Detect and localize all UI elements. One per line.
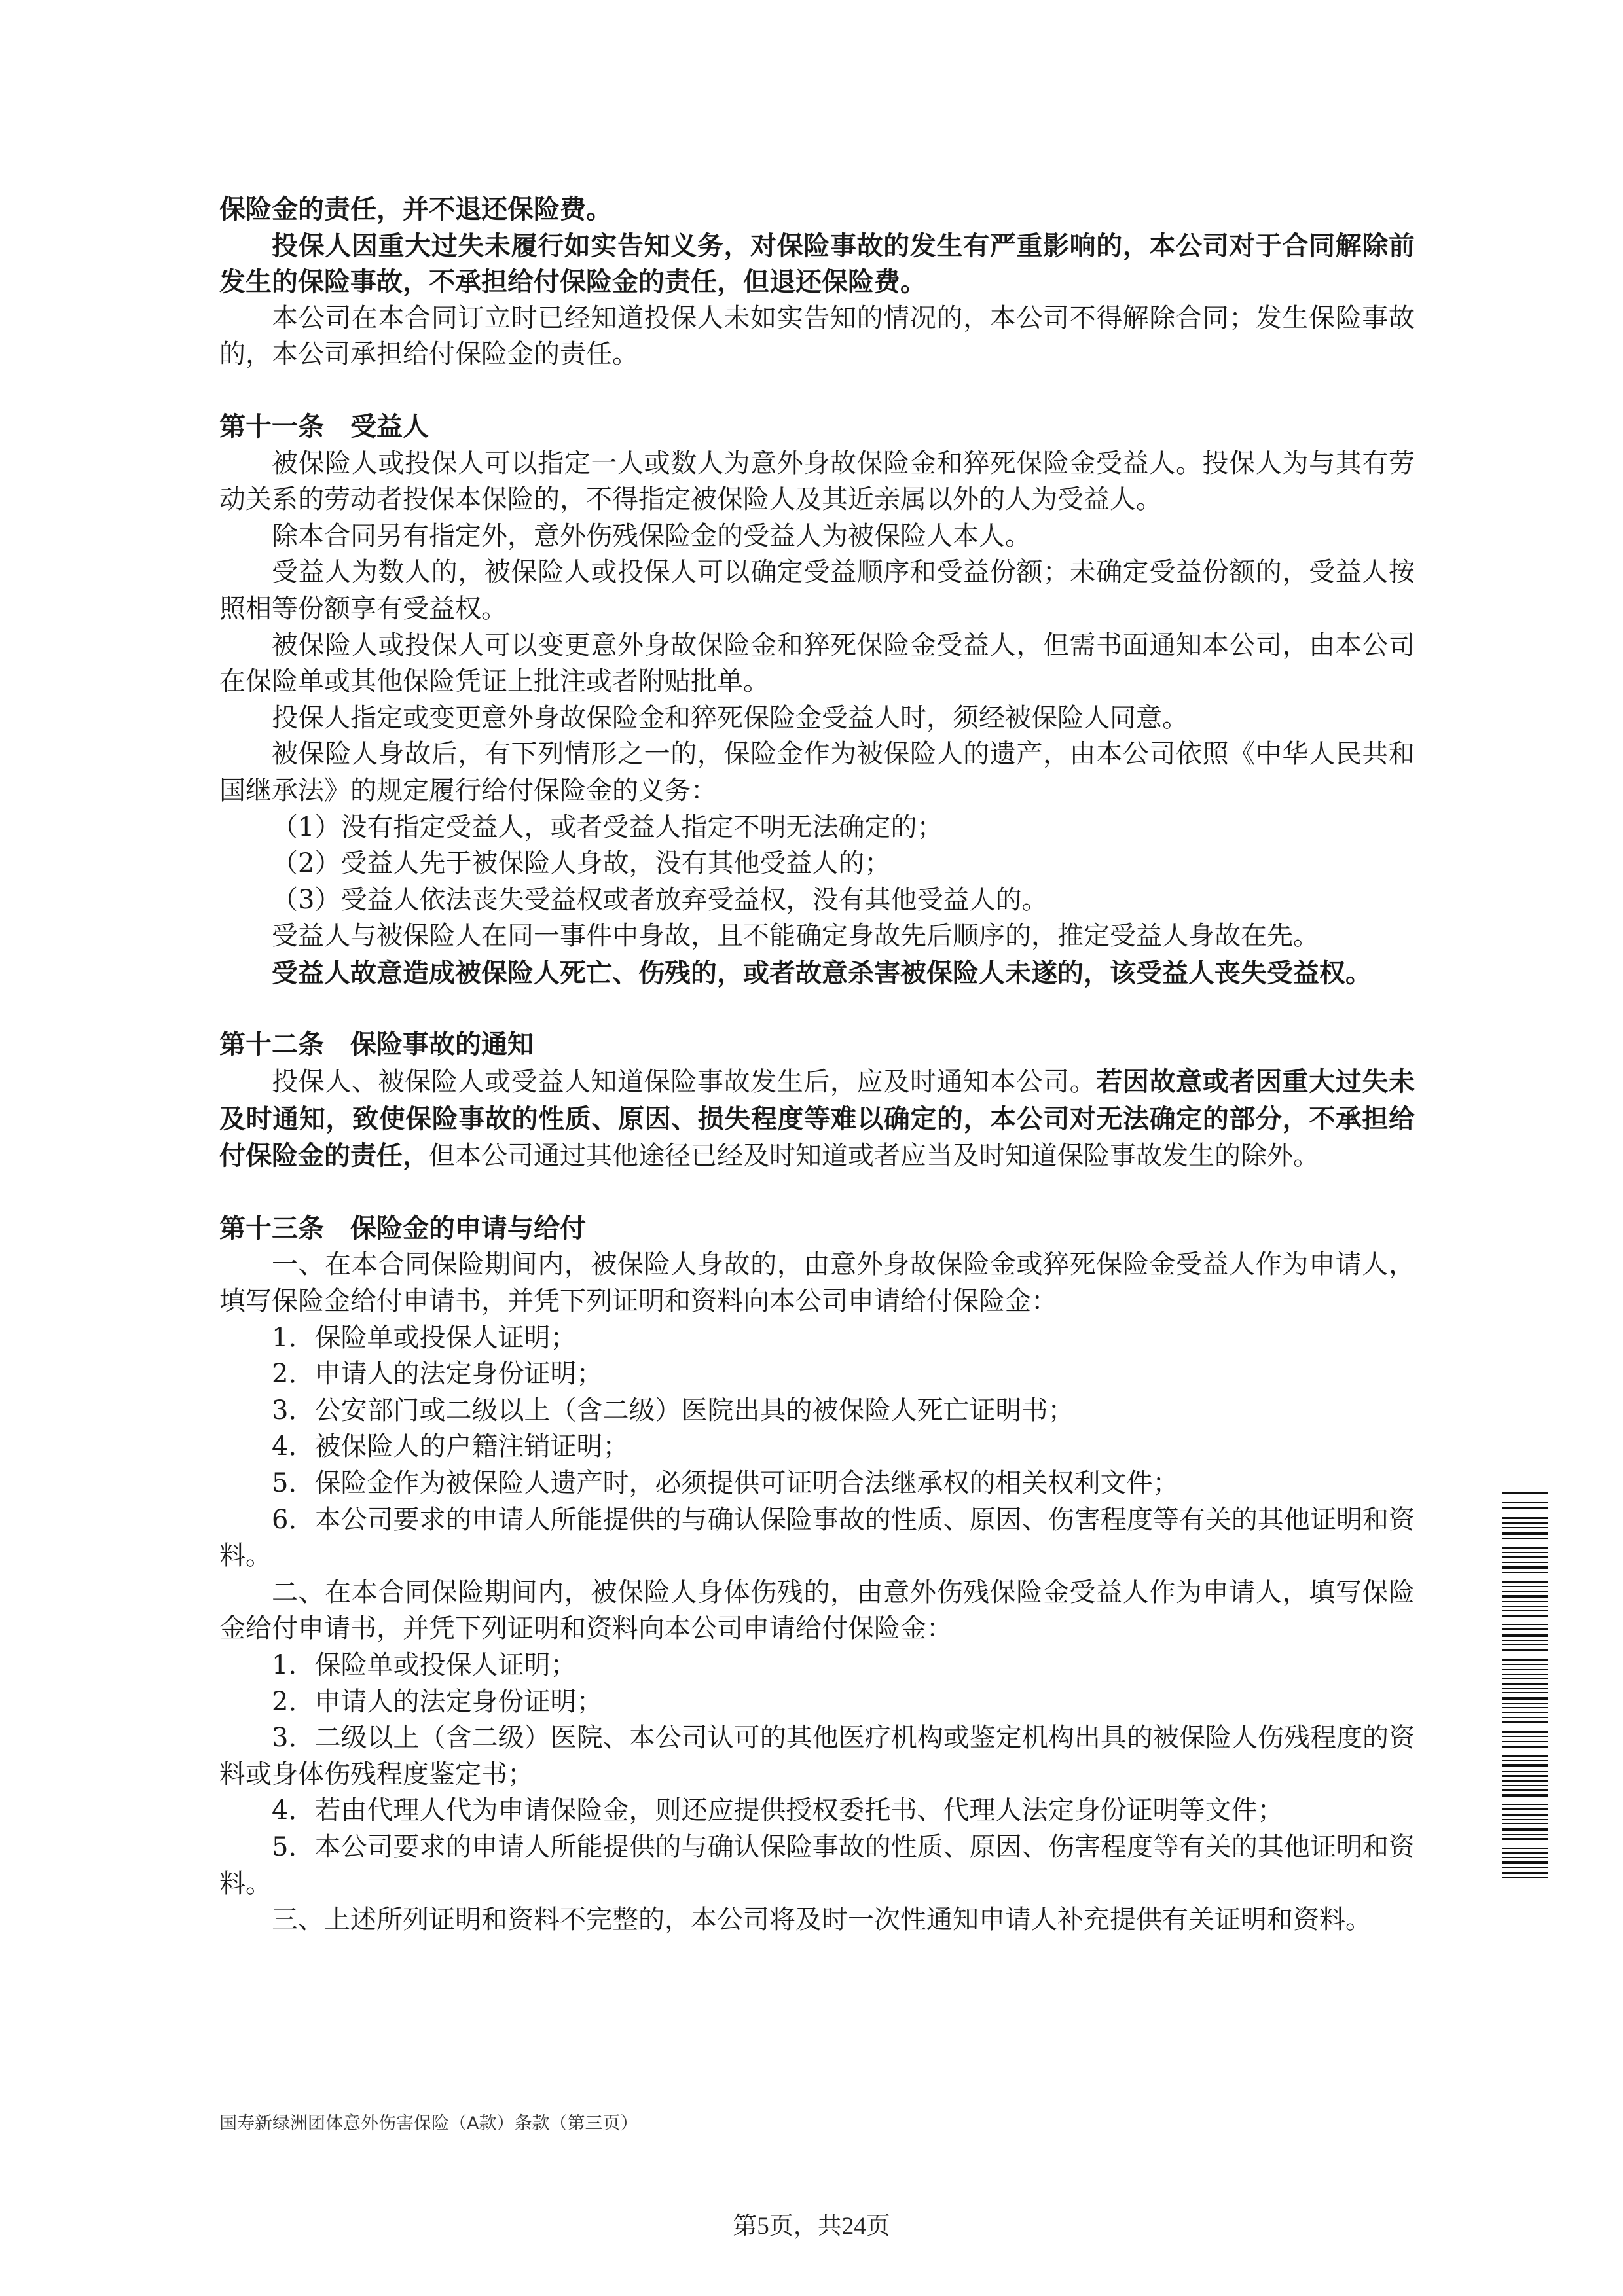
barcode-bar <box>1502 1775 1548 1777</box>
barcode-bar <box>1502 1649 1548 1651</box>
paragraph: 投保人指定或变更意外身故保险金和猝死保险金受益人时，须经被保险人同意。 <box>272 702 1188 733</box>
barcode-bar <box>1502 1683 1548 1685</box>
paragraph-part: 但本公司通过其他途径已经及时知道或者应当及时知道保险事故发生的除外。 <box>429 1141 1319 1172</box>
barcode-bar <box>1502 1572 1548 1573</box>
barcode-bar <box>1502 1717 1548 1718</box>
list-item: 3．二级以上（含二级）医院、本公司认可的其他医疗机构或鉴定机构出具的被保险人伤残程度的资料或身体伤残程度鉴定书； <box>219 1723 1415 1789</box>
paragraph: 一、在本合同保险期间内，被保险人身故的，由意外身故保险金或猝死保险金受益人作为申请人，填写保险金给付申请书，并凭下列证明和资料向本公司申请给付保险金： <box>219 1249 1415 1317</box>
barcode-bar <box>1502 1861 1548 1864</box>
barcode-bar <box>1502 1517 1548 1519</box>
barcode-bar <box>1502 1556 1548 1558</box>
barcode-bar <box>1502 1562 1548 1563</box>
section-heading-claims: 第十三条 保险金的申请与给付 <box>219 1213 586 1244</box>
barcode-bar <box>1502 1688 1548 1689</box>
barcode-bar <box>1502 1674 1548 1675</box>
barcode-bar <box>1502 1502 1548 1503</box>
barcode-bar <box>1502 1659 1548 1661</box>
barcode-bar <box>1502 1664 1548 1665</box>
barcode-bar <box>1502 1586 1548 1587</box>
section-gap <box>219 373 1415 409</box>
barcode-bar <box>1502 1703 1548 1704</box>
barcode-bar <box>1502 1547 1548 1549</box>
barcode-bar <box>1502 1746 1548 1748</box>
barcode-bar <box>1502 1877 1548 1878</box>
list-item: 4．被保险人的户籍注销证明； <box>272 1431 629 1462</box>
list-item: 2．申请人的法定身份证明； <box>272 1686 603 1717</box>
barcode-bar <box>1502 1764 1548 1767</box>
barcode-bar <box>1502 1834 1548 1835</box>
barcode-bar <box>1502 1522 1548 1524</box>
paragraph: 受益人为数人的，被保险人或投保人可以确定受益顺序和受益份额；未确定受益份额的，受益人按照相等份额享有受益权。 <box>219 557 1415 624</box>
barcode-bar <box>1502 1707 1548 1708</box>
barcode-bar <box>1502 1640 1548 1641</box>
barcode-bar <box>1502 1789 1548 1791</box>
paragraph: 受益人故意造成被保险人死亡、伤残的，或者故意杀害被保险人未遂的，该受益人丧失受益权。 <box>272 957 1372 988</box>
paragraph: 被保险人或投保人可以指定一人或数人为意外身故保险金和猝死保险金受益人。投保人为与其有劳动关系的劳动者投保本保险的，不得指定被保险人及其近亲属以外的人为受益人。 <box>219 448 1415 515</box>
paragraph: 本公司在本合同订立时已经知道投保人未如实告知的情况的，本公司不得解除合同；发生保险事故的，本公司承担给付保险金的责任。 <box>219 302 1415 370</box>
barcode-bar <box>1502 1532 1548 1535</box>
barcode-bar <box>1502 1712 1548 1713</box>
paragraph-part-bold: 若因故意或者因重大过失未及时通知，致使保险事故的性质、原因、损失程度等难以确定的，本公司对无法确定的部分，不承担给付保险金的责任， <box>219 1066 1415 1172</box>
barcode-bar <box>1502 1872 1548 1874</box>
paragraph: 受益人与被保险人在同一事件中身故，且不能确定身故先后顺序的，推定受益人身故在先。 <box>272 921 1319 952</box>
barcode-bar <box>1502 1601 1548 1602</box>
section-heading-beneficiary: 第十一条 受益人 <box>219 411 429 442</box>
barcode-bar <box>1502 1771 1548 1772</box>
barcode-bar <box>1502 1760 1548 1761</box>
list-item: 1．保险单或投保人证明； <box>272 1649 577 1680</box>
barcode-bar <box>1502 1736 1548 1737</box>
barcode-bar <box>1502 1552 1548 1553</box>
barcode-bar <box>1502 1595 1548 1598</box>
list-item: 3．公安部门或二级以上（含二级）医院出具的被保险人死亡证明书； <box>272 1395 1074 1426</box>
section-gap <box>219 991 1415 1027</box>
barcode-bar <box>1502 1634 1548 1637</box>
barcode-bar <box>1502 1780 1548 1782</box>
barcode-bar <box>1502 1794 1548 1797</box>
page-number: 第5页，共24页 <box>733 2213 890 2240</box>
section-heading-notification: 第十二条 保险事故的通知 <box>219 1030 534 1060</box>
paragraph: 除本合同另有指定外，意外伤残保险金的受益人为被保险人本人。 <box>272 520 1031 551</box>
barcode-bar <box>1502 1697 1548 1700</box>
barcode-bar <box>1502 1721 1548 1723</box>
paragraph-part: 投保人、被保险人或受益人知道保险事故发生后，应及时通知本公司。 <box>272 1067 1097 1098</box>
barcode-bar <box>1502 1628 1548 1630</box>
barcode-bar <box>1502 1731 1548 1733</box>
barcode-bar <box>1502 1741 1548 1742</box>
barcode-bar <box>1502 1527 1548 1528</box>
barcode-bar <box>1502 1828 1548 1831</box>
list-item: 4．若由代理人代为申请保险金，则还应提供授权委托书、代理人法定身份证明等文件； <box>272 1795 1284 1826</box>
barcode-bar <box>1502 1838 1548 1840</box>
footer-title: 国寿新绿洲团体意外伤害保险（A款）条款（第三页） <box>219 2113 638 2134</box>
barcode-bar <box>1502 1624 1548 1625</box>
paragraph: 二、在本合同保险期间内，被保险人身体伤残的，由意外伤残保险金受益人作为申请人，填写保险金给付申请书，并凭下列证明和资料向本公司申请给付保险金： <box>219 1577 1415 1644</box>
list-item: 5．保险金作为被保险人遗产时，必须提供可证明合法继承权的相关权利文件； <box>272 1468 1179 1498</box>
barcode-bar <box>1502 1610 1548 1611</box>
barcode-bar <box>1502 1852 1548 1854</box>
list-item: （1）没有指定受益人，或者受益人指定不明无法确定的； <box>272 812 943 842</box>
barcode-bar <box>1502 1819 1548 1820</box>
barcode-image <box>1502 1492 1548 1878</box>
paragraph: 三、上述所列证明和资料不完整的，本公司将及时一次性通知申请人补充提供有关证明和资料。 <box>272 1905 1372 1935</box>
list-item: （2）受益人先于被保险人身故，没有其他受益人的； <box>272 848 891 879</box>
list-item: 6．本公司要求的申请人所能提供的与确认保险事故的性质、原因、伤害程度等有关的其他证明和资料。 <box>219 1504 1415 1571</box>
barcode-bar <box>1502 1785 1548 1786</box>
barcode-bar <box>1502 1566 1548 1569</box>
barcode-bar <box>1502 1669 1548 1670</box>
barcode-bar <box>1502 1814 1548 1816</box>
section-gap <box>219 1175 1415 1211</box>
barcode-bar <box>1502 1692 1548 1693</box>
paragraph: 保险金的责任，并不退还保险费。 <box>219 194 612 224</box>
paragraph: 投保人因重大过失未履行如实告知义务，对保险事故的发生有严重影响的，本公司对于合同解除前发生的保险事故，不承担给付保险金的责任，但退还保险费。 <box>219 230 1415 298</box>
barcode-bar <box>1502 1538 1548 1539</box>
barcode-bar <box>1502 1755 1548 1757</box>
document-body <box>219 191 1415 1939</box>
barcode-bar <box>1502 1644 1548 1645</box>
barcode-bar <box>1502 1591 1548 1592</box>
barcode-bar <box>1502 1581 1548 1583</box>
barcode-bar <box>1502 1867 1548 1868</box>
list-item: （3）受益人依法丧失受益权或者放弃受益权，没有其他受益人的。 <box>272 884 1048 915</box>
barcode-bar <box>1502 1823 1548 1824</box>
barcode-bar <box>1502 1615 1548 1617</box>
barcode-bar <box>1502 1857 1548 1858</box>
barcode-bar <box>1502 1492 1548 1494</box>
list-item: 1．保险单或投保人证明； <box>272 1322 577 1353</box>
paragraph: 被保险人身故后，有下列情形之一的，保险金作为被保险人的遗产，由本公司依照《中华人民共和国继承法》的规定履行给付保险金的义务： <box>219 739 1415 806</box>
barcode-bar <box>1502 1678 1548 1679</box>
paragraph: 被保险人或投保人可以变更意外身故保险金和猝死保险金受益人，但需书面通知本公司，由本公司在保险单或其他保险凭证上批注或者附贴批单。 <box>219 630 1415 697</box>
barcode-bar <box>1502 1507 1548 1509</box>
barcode-bar <box>1502 1804 1548 1805</box>
barcode-bar <box>1502 1848 1548 1849</box>
barcode-bar <box>1502 1808 1548 1810</box>
list-item: 2．申请人的法定身份证明； <box>272 1359 603 1390</box>
paragraph <box>219 1064 1415 1175</box>
list-item: 5．本公司要求的申请人所能提供的与确认保险事故的性质、原因、伤害程度等有关的其他证明和资料。 <box>219 1831 1415 1899</box>
barcode-bar <box>1502 1606 1548 1607</box>
